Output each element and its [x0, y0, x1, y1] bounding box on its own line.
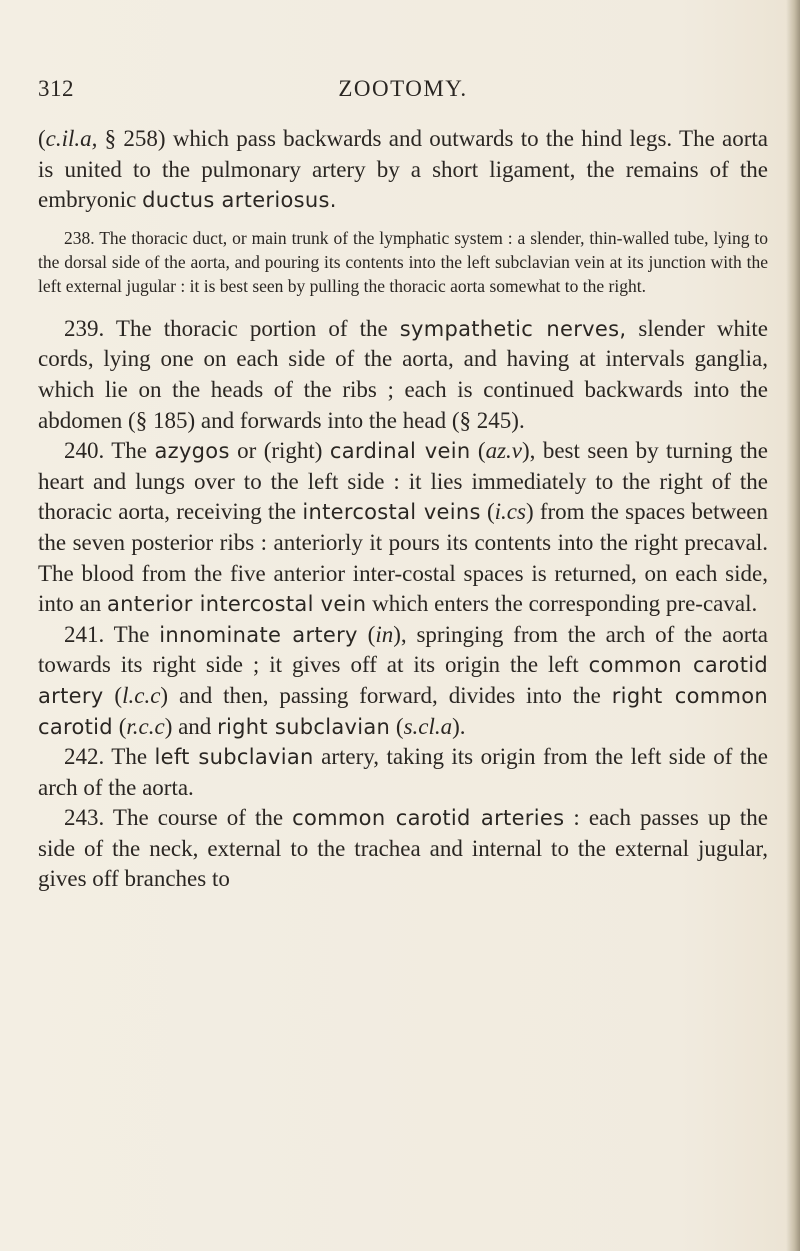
running-head: ZOOTOMY. [338, 76, 468, 101]
text-run: : each passes up the side of the neck, external to the trachea and internal to the external jugular, gives off branches to [38, 805, 768, 892]
text-run: ), springing from the arch of the aorta towards its right side ; it gives off at its origin the left [38, 621, 768, 678]
bold-term: cardinal vein [329, 439, 471, 464]
text-run: ( [357, 621, 376, 647]
text-run: ) and [164, 713, 218, 739]
paragraph-continuation [38, 124, 768, 216]
paragraph-239 [38, 314, 768, 436]
text-run: ( [470, 438, 486, 464]
text-run: ) from the spaces between the seven posterior ribs : anteriorly it pours its contents into the right precaval. The blood from the five anterior inter-costal spaces is returned, on each side, into an [38, 499, 768, 617]
page-number: 312 [38, 76, 74, 101]
paragraph-242 [38, 742, 768, 803]
text-run: ( [103, 682, 123, 708]
text-run: ) and then, passing forward, divides into the [160, 682, 612, 708]
italic-label: c.il.a, [45, 126, 98, 151]
bold-term: ductus arteriosus. [142, 188, 337, 213]
text-run: slender white cords, lying one on each side of the aorta, and having at intervals ganglia, which lie on the heads of the ribs ; each is continued backwards into the abdomen (§ 185) and forwards into the head (§ 245). [38, 315, 768, 433]
body-text [38, 124, 768, 895]
italic-label: s.cl.a [403, 713, 453, 739]
text-run: 242. The [64, 744, 155, 770]
paragraph-243 [38, 803, 768, 895]
text-run: 243. The course of the [64, 805, 293, 831]
page-header [38, 76, 768, 110]
text-run: 241. The [64, 621, 160, 647]
text-run: 238. The thoracic duct, or main trunk of the lymphatic system : a slender, thin-walled tube, lying to the dorsal side of the aorta, and pouring its contents into the left subclavian vein at its junction with the left external jugular : it is best seen by pulling the thoracic aorta somewhat to the right. [38, 227, 768, 296]
bold-term: anterior intercostal vein [107, 592, 367, 617]
bold-term: sympathetic nerves, [399, 316, 627, 341]
bold-term: right subclavian [217, 714, 391, 739]
bold-term: intercostal veins [302, 500, 481, 525]
italic-label: r.c.c [126, 713, 165, 739]
bold-term: common carotid arteries [292, 806, 565, 831]
italic-label: az.v [485, 438, 523, 464]
text-run: ( [390, 713, 404, 739]
text-run: which enters the corresponding pre-caval. [366, 591, 758, 617]
bold-term: innominate artery [159, 622, 358, 647]
text-run: ( [38, 126, 46, 151]
paragraph-238-note [38, 226, 768, 298]
text-run: 240. The [64, 438, 155, 464]
text-run: or (right) [229, 438, 330, 464]
bold-term: azygos [154, 439, 230, 464]
text-run: § 258) which pass backwards and outwards to the hind legs. The aorta is united to the pulmonary artery by a short ligament, the remains of the embryonic [38, 126, 768, 213]
italic-label: in [375, 621, 394, 647]
text-run: ( [112, 713, 127, 739]
text-run: ), best seen by turning the heart and lungs over to the left side : it lies immediately to the right of the thoracic aorta, receiving the [38, 438, 768, 525]
italic-label: i.cs [494, 499, 526, 525]
bold-term: right common carotid [38, 683, 768, 739]
paragraph-241 [38, 620, 768, 742]
text-run: artery, taking its origin from the left side of the arch of the aorta. [38, 744, 768, 800]
bold-term: left subclavian [154, 745, 314, 770]
italic-label: l.c.c [122, 682, 161, 708]
text-run: ( [480, 499, 495, 525]
paragraph-240 [38, 436, 768, 620]
text-run: ). [452, 713, 466, 739]
text-run: 239. The thoracic portion of the [64, 315, 400, 341]
page-edge-shadow [786, 0, 800, 1251]
bold-term: common carotid artery [38, 653, 768, 708]
